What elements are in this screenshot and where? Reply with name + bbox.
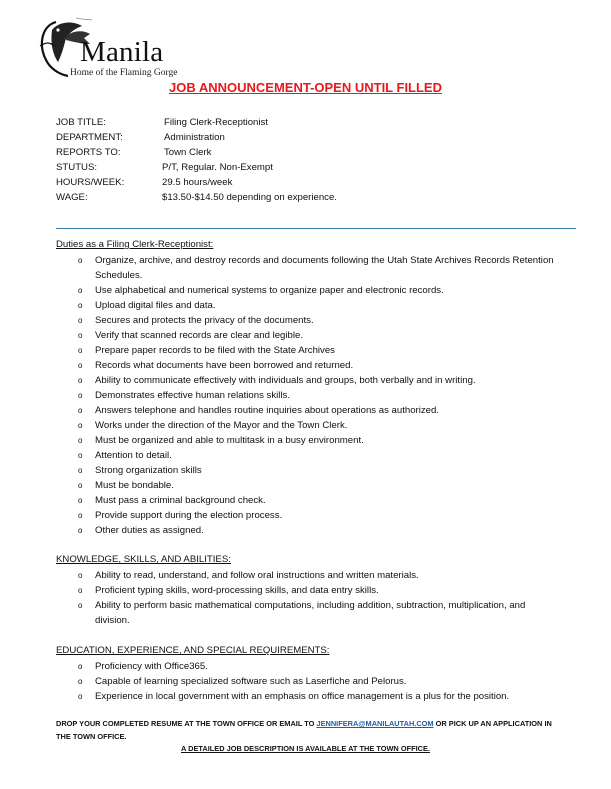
fact-value: $13.50-$14.50 depending on experience. (162, 192, 337, 203)
list-item-text: Proficient typing skills, word-processing skills, and data entry skills. (95, 585, 379, 596)
list-item-text: Must be organized and able to multitask in a busy environment. (95, 435, 364, 446)
list-item-text: Records what documents have been borrowed and returned. (95, 360, 354, 371)
bullet-icon: o (78, 316, 83, 325)
list-item (78, 343, 558, 358)
list-item (78, 523, 558, 538)
bullet-icon: o (78, 511, 83, 520)
closing-text-after: OR PICK UP AN APPLICATION IN THE TOWN OFFICE. (56, 719, 552, 741)
bullet-icon: o (78, 376, 83, 385)
bullet-icon: o (78, 481, 83, 490)
list-item (78, 583, 558, 598)
list-item-text: Experience in local government with an emphasis on office management is a plus for the position. (95, 691, 510, 702)
bullet-icon: o (78, 526, 83, 535)
bullet-icon: o (78, 677, 83, 686)
list-item (78, 298, 558, 313)
list-item-text: Ability to communicate effectively with individuals and groups, both verbally and in writing. (95, 375, 476, 386)
section-divider (56, 228, 576, 229)
bullet-icon: o (78, 466, 83, 475)
fact-value: 29.5 hours/week (162, 177, 233, 188)
list-item (78, 463, 558, 478)
list-item (78, 508, 558, 523)
bullet-icon: o (78, 256, 83, 265)
list-item (78, 433, 558, 448)
bullet-icon: o (78, 586, 83, 595)
bullet-icon: o (78, 301, 83, 310)
fact-value: Town Clerk (164, 147, 212, 158)
bullet-icon: o (78, 421, 83, 430)
education-list (78, 659, 558, 704)
list-item (78, 283, 558, 298)
list-item (78, 313, 558, 328)
bullet-icon: o (78, 662, 83, 671)
list-item-text: Organize, archive, and destroy records and documents following the Utah State Archives Records Retention Schedules. (95, 255, 554, 281)
job-facts (56, 117, 416, 207)
list-item (78, 358, 558, 373)
bullet-icon: o (78, 601, 83, 610)
fact-label: REPORTS TO: (56, 147, 121, 158)
bullet-icon: o (78, 436, 83, 445)
fact-label: JOB TITLE: (56, 117, 106, 128)
list-item (78, 373, 558, 388)
duties-list (78, 253, 558, 538)
bullet-icon: o (78, 451, 83, 460)
list-item-text: Must pass a criminal background check. (95, 495, 266, 506)
ksa-list (78, 568, 558, 628)
duties-heading: Duties as a Filing Clerk-Receptionist: (56, 239, 214, 250)
fact-row (56, 162, 416, 177)
closing-text-before: DROP YOUR COMPLETED RESUME AT THE TOWN OFFICE OR EMAIL TO (56, 719, 317, 728)
list-item-text: Prepare paper records to be filed with the State Archives (95, 345, 335, 356)
list-item-text: Answers telephone and handles routine inquiries about operations as authorized. (95, 405, 440, 416)
list-item (78, 598, 558, 628)
list-item-text: Attention to detail. (95, 450, 172, 461)
list-item-text: Works under the direction of the Mayor and the Town Clerk. (95, 420, 348, 431)
fact-label: DEPARTMENT: (56, 132, 123, 143)
ksa-heading: KNOWLEDGE, SKILLS, AND ABILITIES: (56, 554, 231, 565)
fact-value: P/T, Regular. Non-Exempt (162, 162, 273, 173)
fact-row (56, 132, 416, 147)
list-item-text: Use alphabetical and numerical systems to organize paper and electronic records. (95, 285, 444, 296)
list-item-text: Capable of learning specialized software such as Laserfiche and Pelorus. (95, 676, 407, 687)
list-item (78, 388, 558, 403)
bullet-icon: o (78, 571, 83, 580)
fact-value: Filing Clerk-Receptionist (164, 117, 268, 128)
email-link[interactable]: JENNIFERA@MANILAUTAH.COM (316, 719, 434, 728)
bullet-icon: o (78, 331, 83, 340)
list-item (78, 568, 558, 583)
list-item (78, 674, 558, 689)
fact-row (56, 177, 416, 192)
education-heading: EDUCATION, EXPERIENCE, AND SPECIAL REQUIREMENTS: (56, 645, 330, 656)
bullet-icon: o (78, 496, 83, 505)
bullet-icon: o (78, 286, 83, 295)
logo-name: Manila (80, 36, 164, 68)
list-item-text: Upload digital files and data. (95, 300, 216, 311)
list-item (78, 448, 558, 463)
list-item (78, 253, 558, 283)
fact-label: WAGE: (56, 192, 88, 203)
list-item (78, 493, 558, 508)
list-item-text: Proficiency with Office365. (95, 661, 208, 672)
bullet-icon: o (78, 692, 83, 701)
list-item (78, 418, 558, 433)
fact-row (56, 147, 416, 162)
list-item (78, 478, 558, 493)
list-item-text: Verify that scanned records are clear and legible. (95, 330, 303, 341)
town-logo (36, 16, 186, 80)
list-item (78, 659, 558, 674)
list-item-text: Provide support during the election process. (95, 510, 283, 521)
bullet-icon: o (78, 361, 83, 370)
page-title: JOB ANNOUNCEMENT-OPEN UNTIL FILLED (168, 80, 442, 95)
list-item-text: Ability to perform basic mathematical computations, including addition, subtraction, multiplication, and division. (95, 600, 526, 626)
logo-tagline: Home of the Flaming Gorge (70, 68, 178, 78)
closing-instructions (56, 717, 566, 743)
list-item-text: Demonstrates effective human relations skills. (95, 390, 290, 401)
fact-label: HOURS/WEEK: (56, 177, 125, 188)
fact-row (56, 117, 416, 132)
detail-notice: A DETAILED JOB DESCRIPTION IS AVAILABLE AT THE TOWN OFFICE. (181, 744, 430, 753)
list-item (78, 403, 558, 418)
fact-label: STUTUS: (56, 162, 98, 173)
bullet-icon: o (78, 406, 83, 415)
list-item-text: Other duties as assigned. (95, 525, 204, 536)
list-item-text: Must be bondable. (95, 480, 174, 491)
list-item-text: Ability to read, understand, and follow oral instructions and written materials. (95, 570, 419, 581)
bullet-icon: o (78, 346, 83, 355)
list-item-text: Secures and protects the privacy of the documents. (95, 315, 314, 326)
fact-row (56, 192, 416, 207)
list-item (78, 328, 558, 343)
list-item-text: Strong organization skills (95, 465, 202, 476)
list-item (78, 689, 558, 704)
bullet-icon: o (78, 391, 83, 400)
fact-value: Administration (164, 132, 225, 143)
